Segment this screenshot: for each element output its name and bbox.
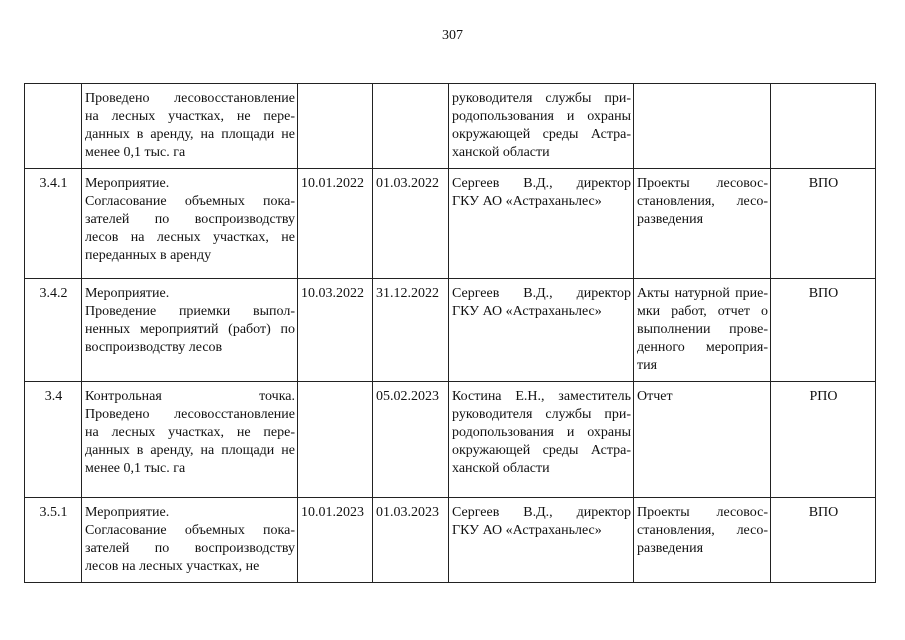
control-cell: ВПО <box>771 498 876 583</box>
cell-text-line: окружающей среды Астра- <box>452 127 631 142</box>
cell-text-line: ГКУ АО «Астраханьлес» <box>452 304 602 319</box>
end-date-cell: 01.03.2022 <box>373 169 449 279</box>
cell-text-line: Мероприятие. <box>85 505 170 520</box>
cell-text-line: становления, лесо- <box>637 194 768 209</box>
cell-text-line: Проведено лесовосстановление <box>85 91 295 106</box>
result-cell <box>634 84 771 169</box>
cell-text-line: ханской области <box>452 145 550 160</box>
cell-text-line: Контрольная точка. <box>85 389 295 404</box>
cell-text-line: руководителя службы при- <box>452 407 631 422</box>
cell-text-line: разведения <box>637 541 704 556</box>
cell-text-line: ГКУ АО «Астраханьлес» <box>452 523 602 538</box>
end-date-cell: 05.02.2023 <box>373 382 449 498</box>
cell-text-line: тия <box>637 358 658 373</box>
responsible-cell <box>449 84 634 169</box>
cell-text-line: Проведение приемки выпол- <box>85 304 295 319</box>
event-cell <box>82 169 298 279</box>
cell-text-line: разведения <box>637 212 704 227</box>
cell-text-line: данных в аренду, на площади не <box>85 443 295 458</box>
cell-text-line: Проекты лесовос- <box>637 176 768 191</box>
table-row <box>25 84 876 169</box>
cell-text-line: денного мероприя- <box>637 340 768 355</box>
row-number-cell: 3.4 <box>25 382 82 498</box>
cell-text-line: родопользования и охраны <box>452 109 631 124</box>
event-cell <box>82 279 298 382</box>
start-date-cell: 10.03.2022 <box>298 279 373 382</box>
cell-text-line: ГКУ АО «Астраханьлес» <box>452 194 602 209</box>
cell-text-line: Сергеев В.Д., директор <box>452 286 631 301</box>
cell-text-line: становления, лесо- <box>637 523 768 538</box>
control-cell: РПО <box>771 382 876 498</box>
event-cell <box>82 498 298 583</box>
table-row <box>25 279 876 382</box>
cell-text-line: на лесных участках, не пере- <box>85 425 295 440</box>
responsible-cell <box>449 498 634 583</box>
end-date-cell <box>373 84 449 169</box>
start-date-cell <box>298 382 373 498</box>
cell-text-line: лесов на лесных участках, не <box>85 230 295 245</box>
end-date-cell: 01.03.2023 <box>373 498 449 583</box>
cell-text-line: Акты натурной прие- <box>637 286 768 301</box>
cell-text-line: Согласование объемных пока- <box>85 523 295 538</box>
control-cell: ВПО <box>771 279 876 382</box>
row-number-cell: 3.4.1 <box>25 169 82 279</box>
row-number-cell: 3.4.2 <box>25 279 82 382</box>
end-date-cell: 31.12.2022 <box>373 279 449 382</box>
responsible-cell <box>449 382 634 498</box>
event-cell <box>82 84 298 169</box>
row-number-cell <box>25 84 82 169</box>
cell-text-line: менее 0,1 тыс. га <box>85 461 186 476</box>
cell-text-line: ханской области <box>452 461 550 476</box>
responsible-cell <box>449 279 634 382</box>
cell-text-line: зателей по воспроизводству <box>85 212 295 227</box>
cell-text-line: зателей по воспроизводству <box>85 541 295 556</box>
cell-text-line: Сергеев В.Д., директор <box>452 505 631 520</box>
start-date-cell <box>298 84 373 169</box>
result-cell <box>634 382 771 498</box>
cell-text-line: окружающей среды Астра- <box>452 443 631 458</box>
start-date-cell: 10.01.2023 <box>298 498 373 583</box>
cell-text-line: лесов на лесных участках, не <box>85 559 260 574</box>
cell-text-line: мки работ, отчет о <box>637 304 768 319</box>
row-number-cell: 3.5.1 <box>25 498 82 583</box>
cell-text-line: Мероприятие. <box>85 286 170 301</box>
result-cell <box>634 169 771 279</box>
page-number: 307 <box>442 28 463 43</box>
cell-text-line: воспроизводству лесов <box>85 340 223 355</box>
cell-text-line: на лесных участках, не пере- <box>85 109 295 124</box>
cell-text-line: родопользования и охраны <box>452 425 631 440</box>
result-cell <box>634 498 771 583</box>
cell-text-line: переданных в аренду <box>85 248 212 263</box>
responsible-cell <box>449 169 634 279</box>
cell-text-line: Мероприятие. <box>85 176 170 191</box>
result-cell <box>634 279 771 382</box>
event-cell <box>82 382 298 498</box>
cell-text-line: Сергеев В.Д., директор <box>452 176 631 191</box>
table-row <box>25 169 876 279</box>
cell-text-line: Костина Е.Н., заместитель <box>452 389 631 404</box>
start-date-cell: 10.01.2022 <box>298 169 373 279</box>
table-row <box>25 498 876 583</box>
control-cell <box>771 84 876 169</box>
cell-text-line: ненных мероприятий (работ) по <box>85 322 295 337</box>
control-cell: ВПО <box>771 169 876 279</box>
cell-text-line: выполнении прове- <box>637 322 768 337</box>
cell-text-line: Проекты лесовос- <box>637 505 768 520</box>
cell-text-line: данных в аренду, на площади не <box>85 127 295 142</box>
table-row <box>25 382 876 498</box>
cell-text-line: Отчет <box>637 389 673 404</box>
cell-text-line: Проведено лесовосстановление <box>85 407 295 422</box>
plan-table <box>24 83 876 583</box>
cell-text-line: Согласование объемных пока- <box>85 194 295 209</box>
cell-text-line: руководителя службы при- <box>452 91 631 106</box>
cell-text-line: менее 0,1 тыс. га <box>85 145 186 160</box>
